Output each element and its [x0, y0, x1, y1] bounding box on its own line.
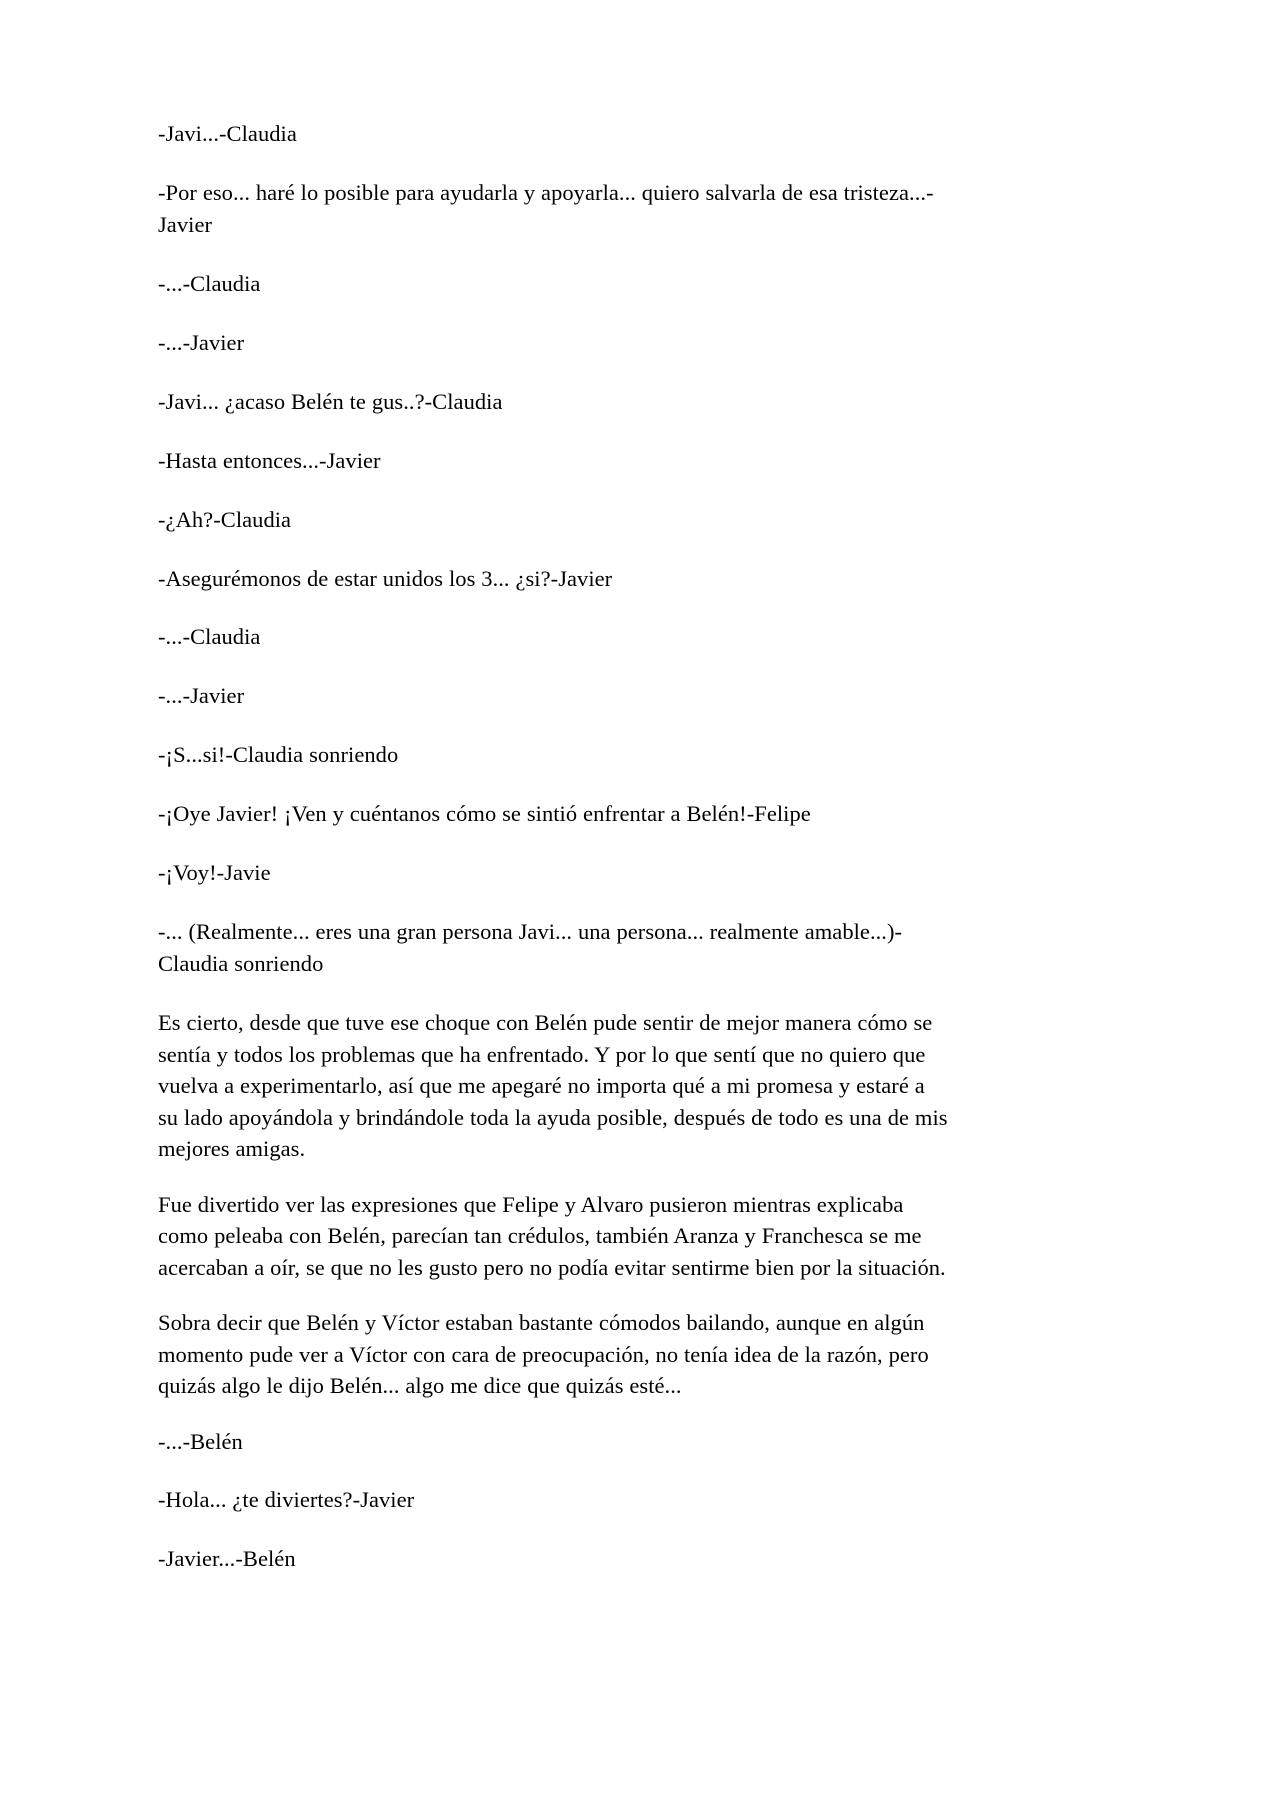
dialogue-line-ah-claudia: -¿Ah?-Claudia: [158, 506, 292, 532]
document-body: [158, 118, 948, 1575]
dialogue-line-por-eso-javier: -Por eso... haré lo posible para ayudarla y apoyarla... quiero salvarla de esa tristeza...-Javier: [158, 179, 934, 237]
dialogue-line-ellipsis-javier-1: -...-Javier: [158, 329, 245, 355]
narration-paragraph-fue-divertido: Fue divertido ver las expresiones que Felipe y Alvaro pusieron mientras explicaba como peleaba con Belén, parecían tan crédulos, también Aranza y Franchesca se me acercaban a oír, se que no les gusto pero no podía evitar sentirme bien por la situación.: [158, 1191, 946, 1280]
dialogue-line-ellipsis-belen: -...-Belén: [158, 1428, 243, 1454]
dialogue-line-voy-javie: -¡Voy!-Javie: [158, 860, 271, 886]
narration-paragraph-sobra-decir: Sobra decir que Belén y Víctor estaban bastante cómodos bailando, aunque en algún momento pude ver a Víctor con cara de preocupación, no tenía idea de la razón, pero quizás algo le dijo Belén... algo me dice que quizás esté...: [158, 1310, 929, 1398]
narration-paragraph-es-cierto: Es cierto, desde que tuve ese choque con Belén pude sentir de mejor manera cómo se sentía y todos los problemas que ha enfrentado. Y por lo que sentí que no quiero que vuelva a experimentarlo, así que me apegaré no importa qué a mi promesa y estaré a su lado apoyándola y brindándole toda la ayuda posible, después de todo es una de mis mejores amigas.: [158, 1010, 948, 1161]
dialogue-line-oye-javier-felipe: -¡Oye Javier! ¡Ven y cuéntanos cómo se sintió enfrentar a Belén!-Felipe: [158, 801, 811, 827]
dialogue-line-realmente-claudia: -... (Realmente... eres una gran persona Javi... una persona... realmente amable...)-Claudia sonriendo: [158, 919, 903, 977]
dialogue-line-hasta-entonces-javier: -Hasta entonces...-Javier: [158, 447, 381, 473]
dialogue-line-javi-claudia: -Javi...-Claudia: [158, 121, 297, 146]
dialogue-line-asegurémonos-javier: -Asegurémonos de estar unidos los 3... ¿si?-Javier: [158, 565, 613, 591]
dialogue-line-javier-belen: -Javier...-Belén: [158, 1546, 296, 1572]
dialogue-line-hola-te-diviertes-javier: -Hola... ¿te diviertes?-Javier: [158, 1487, 415, 1513]
dialogue-line-ellipsis-claudia-2: -...-Claudia: [158, 624, 261, 650]
dialogue-line-ellipsis-javier-2: -...-Javier: [158, 683, 245, 709]
dialogue-line-s-si-claudia: -¡S...si!-Claudia sonriendo: [158, 742, 399, 768]
dialogue-line-ellipsis-claudia-1: -...-Claudia: [158, 270, 261, 296]
dialogue-line-acaso-belen-claudia: -Javi... ¿acaso Belén te gus..?-Claudia: [158, 388, 503, 414]
